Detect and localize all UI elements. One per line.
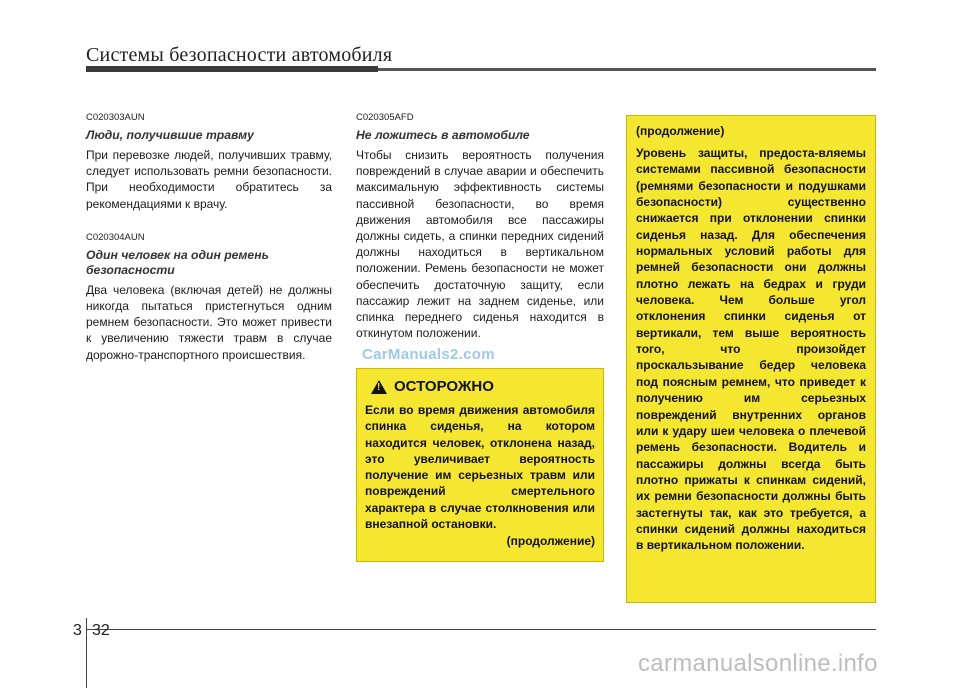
warning-title [371,378,595,395]
section-code: C020305AFD [356,112,414,123]
section-code: C020304AUN [86,231,145,243]
section-text: Чтобы снизить вероятность получения повреждений в случае аварии и обеспечить максимальную эффективность системы пассивной безопасности, во время движения автомобиля все пассажиры должны сидеть, а спинки передних сидений должны находиться в вертикальном положении. Ремень безопасности не может обеспечить достаточную защиту, если пассажир лежит на заднем сиденье, или спинка переднего сиденья находится в откинутом положении. [356,148,604,341]
warning-text: Если во время движения автомобиля спинка сиденья, на котором находится человек, отклонена назад, это увеличивает вероятность получение им серьезных травм или повреждений смертельного характера в случае столкновения или внезапной остановки. [365,403,595,532]
footer-tick [86,618,87,688]
section-text: Два человека (включая детей) не должны никогда пытаться пристегнуться одним ремнем безопасности. Это может привести к увеличению тяжести травм в случае дорожно-транспортного происшествия. [86,282,332,362]
section-heading: Люди, получившие травму [86,128,254,142]
section-heading: Один человек на один ремень безопасности [86,247,269,277]
warning-box [356,368,604,562]
warning-continued: (продолжение) [506,534,595,549]
page-header-title: Системы безопасности автомобиля [86,44,393,66]
continuation-box [626,115,876,603]
warning-title-text: ОСТОРОЖНО [394,378,494,395]
section-code: C020303AUN [86,112,145,123]
header-bar-light [378,68,876,71]
column-1 [86,112,332,383]
page-number: 32 [92,622,110,639]
warning-triangle-icon: ! [371,380,387,394]
footer-divider [86,629,876,630]
section-heading: Не ложитесь в автомобиле [356,128,530,142]
column-2 [356,112,604,361]
watermark-carmanualsonline: carmanualsonline.info [638,650,878,677]
continuation-heading: (продолжение) [636,124,725,138]
watermark-carmanuals2: CarManuals2.com [362,346,495,363]
section-text: При перевозке людей, получивших травму, следует использовать ремни безопасности. При необходимости обратитесь за рекомендациями к врачу. [86,148,332,211]
continuation-text: Уровень защиты, предоста-вляемы системами пассивной безопасности (ремнями безопасности и подушками безопасности) существенно снижается при отклонении спинки сиденья назад. Для обеспечения нормальных условий работы для ремней безопасности они должны плотно лежать на бедрах и груди человека. Чем больше угол отклонения спинки сиденья от вертикали, тем выше вероятность того, что произойдет проскальзывание бедер человека под поясным ремнем, что приведет к получению им серьезных повреждений внутренних органов или к удару шеи человека о плечевой ремень безопасности. Водитель и пассажиры должны всегда быть плотно прижаты к спинкам сидений, их ремни безопасности должны быть застегнуты так, как это требуется, а спинки сидений должны находиться в вертикальном положении. [636,146,866,553]
header-bar-dark [86,66,378,72]
chapter-number: 3 [73,622,82,639]
